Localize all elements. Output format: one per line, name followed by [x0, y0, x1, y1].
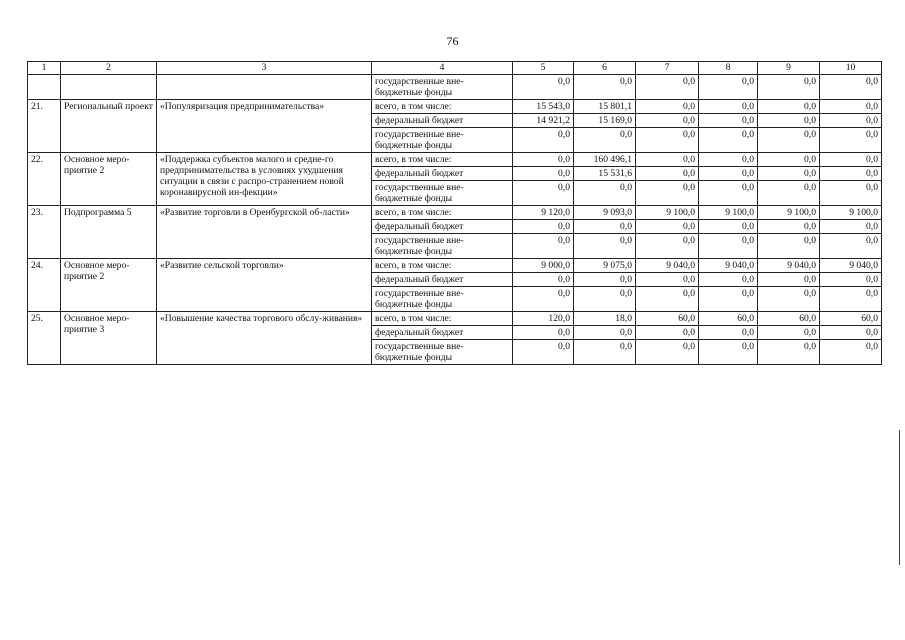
value-cell: 0,0	[820, 234, 882, 259]
value-cell: 0,0	[574, 220, 636, 234]
value-cell: 0,0	[513, 340, 574, 365]
value-cell: 0,0	[513, 326, 574, 340]
value-cell: 9 100,0	[636, 206, 699, 220]
value-cell: 0,0	[758, 114, 820, 128]
source-cell: государственные вне-бюджетные фонды	[372, 181, 513, 206]
value-cell: 0,0	[636, 75, 699, 100]
value-cell: 0,0	[636, 220, 699, 234]
value-cell: 0,0	[758, 167, 820, 181]
value-cell: 0,0	[820, 128, 882, 153]
value-cell: 0,0	[513, 167, 574, 181]
value-cell: 0,0	[636, 181, 699, 206]
value-cell: 9 100,0	[699, 206, 758, 220]
value-cell: 60,0	[636, 312, 699, 326]
value-cell: 60,0	[699, 312, 758, 326]
budget-table	[27, 61, 882, 365]
source-cell: федеральный бюджет	[372, 114, 513, 128]
value-cell: 9 093,0	[574, 206, 636, 220]
value-cell: 0,0	[699, 273, 758, 287]
source-cell: федеральный бюджет	[372, 326, 513, 340]
source-cell: всего, в том числе:	[372, 100, 513, 114]
status-cell: Основное меро-приятие 2	[61, 153, 157, 206]
group-row	[28, 153, 882, 167]
status-cell: Основное меро-приятие 2	[61, 259, 157, 312]
value-cell: 0,0	[699, 128, 758, 153]
name-cell: «Развитие торговли в Оренбургской об-ласти»	[157, 206, 372, 259]
column-header: 9	[758, 62, 820, 75]
value-cell: 9 000,0	[513, 259, 574, 273]
value-cell: 160 496,1	[574, 153, 636, 167]
value-cell: 15 169,0	[574, 114, 636, 128]
group-row	[28, 100, 882, 114]
source-cell: всего, в том числе:	[372, 312, 513, 326]
source-cell: федеральный бюджет	[372, 220, 513, 234]
header-row	[28, 62, 882, 75]
value-cell: 9 040,0	[699, 259, 758, 273]
value-cell: 0,0	[513, 287, 574, 312]
group-row	[28, 206, 882, 220]
value-cell: 0,0	[758, 181, 820, 206]
value-cell: 0,0	[636, 273, 699, 287]
column-header: 8	[699, 62, 758, 75]
status-cell: Региональный проект	[61, 100, 157, 153]
column-header: 5	[513, 62, 574, 75]
value-cell: 9 100,0	[820, 206, 882, 220]
value-cell: 0,0	[758, 128, 820, 153]
value-cell: 0,0	[513, 220, 574, 234]
value-cell: 0,0	[758, 220, 820, 234]
value-cell: 0,0	[820, 273, 882, 287]
value-cell: 0,0	[636, 287, 699, 312]
value-cell: 0,0	[699, 287, 758, 312]
value-cell: 9 040,0	[758, 259, 820, 273]
value-cell: 0,0	[574, 75, 636, 100]
value-cell: 0,0	[574, 287, 636, 312]
value-cell: 9 100,0	[758, 206, 820, 220]
value-cell: 0,0	[758, 273, 820, 287]
number-cell	[28, 75, 61, 100]
status-cell	[61, 75, 157, 100]
value-cell: 0,0	[758, 326, 820, 340]
value-cell: 9 075,0	[574, 259, 636, 273]
value-cell: 0,0	[820, 326, 882, 340]
value-cell: 0,0	[699, 100, 758, 114]
status-cell: Подпрограмма 5	[61, 206, 157, 259]
column-header: 6	[574, 62, 636, 75]
table-body	[28, 75, 882, 365]
page-number: 76	[446, 34, 459, 48]
value-cell: 0,0	[820, 220, 882, 234]
source-cell: всего, в том числе:	[372, 206, 513, 220]
value-cell: 0,0	[820, 287, 882, 312]
value-cell: 18,0	[574, 312, 636, 326]
value-cell: 15 543,0	[513, 100, 574, 114]
value-cell: 0,0	[574, 234, 636, 259]
value-cell: 0,0	[820, 153, 882, 167]
source-cell: государственные вне-бюджетные фонды	[372, 128, 513, 153]
value-cell: 0,0	[699, 153, 758, 167]
status-cell: Основное меро-приятие 3	[61, 312, 157, 365]
value-cell: 0,0	[513, 181, 574, 206]
value-cell: 9 120,0	[513, 206, 574, 220]
name-cell	[157, 75, 372, 100]
value-cell: 15 531,6	[574, 167, 636, 181]
group-row	[28, 312, 882, 326]
value-cell: 0,0	[699, 181, 758, 206]
value-cell: 0,0	[513, 234, 574, 259]
value-cell: 0,0	[820, 167, 882, 181]
name-cell: «Развитие сельской торговли»	[157, 259, 372, 312]
source-cell: всего, в том числе:	[372, 259, 513, 273]
column-header: 7	[636, 62, 699, 75]
value-cell: 0,0	[820, 75, 882, 100]
value-cell: 0,0	[574, 340, 636, 365]
value-cell: 0,0	[699, 167, 758, 181]
value-cell: 0,0	[758, 234, 820, 259]
source-cell: всего, в том числе:	[372, 153, 513, 167]
value-cell: 60,0	[820, 312, 882, 326]
number-cell: 21.	[28, 100, 61, 153]
value-cell: 0,0	[513, 153, 574, 167]
carryover-row	[28, 75, 882, 100]
value-cell: 0,0	[758, 100, 820, 114]
value-cell: 0,0	[699, 220, 758, 234]
value-cell: 60,0	[758, 312, 820, 326]
source-cell: государственные вне-бюджетные фонды	[372, 75, 513, 100]
column-header: 10	[820, 62, 882, 75]
value-cell: 0,0	[636, 114, 699, 128]
value-cell: 0,0	[574, 128, 636, 153]
value-cell: 0,0	[758, 287, 820, 312]
value-cell: 0,0	[699, 114, 758, 128]
value-cell: 0,0	[574, 181, 636, 206]
source-cell: государственные вне-бюджетные фонды	[372, 287, 513, 312]
value-cell: 0,0	[636, 100, 699, 114]
column-header: 1	[28, 62, 61, 75]
value-cell: 0,0	[820, 340, 882, 365]
value-cell: 0,0	[636, 167, 699, 181]
value-cell: 0,0	[699, 326, 758, 340]
number-cell: 23.	[28, 206, 61, 259]
source-cell: федеральный бюджет	[372, 273, 513, 287]
value-cell: 14 921,2	[513, 114, 574, 128]
value-cell: 0,0	[513, 128, 574, 153]
value-cell: 9 040,0	[636, 259, 699, 273]
value-cell: 0,0	[513, 273, 574, 287]
group-row	[28, 259, 882, 273]
name-cell: «Популяризация предпринимательства»	[157, 100, 372, 153]
value-cell: 0,0	[758, 153, 820, 167]
source-cell: государственные вне-бюджетные фонды	[372, 234, 513, 259]
value-cell: 0,0	[636, 153, 699, 167]
value-cell: 120,0	[513, 312, 574, 326]
number-cell: 24.	[28, 259, 61, 312]
value-cell: 0,0	[574, 326, 636, 340]
column-header: 2	[61, 62, 157, 75]
name-cell: «Поддержка субъектов малого и средне-го предпринимательства в условиях ухудшения ситуации в связи с распро-странением новой коронавирусной ин-фекции»	[157, 153, 372, 206]
value-cell: 15 801,1	[574, 100, 636, 114]
value-cell: 0,0	[699, 75, 758, 100]
value-cell: 0,0	[820, 100, 882, 114]
name-cell: «Повышение качества торгового обслу-живания»	[157, 312, 372, 365]
value-cell: 0,0	[699, 340, 758, 365]
value-cell: 0,0	[636, 234, 699, 259]
column-header: 3	[157, 62, 372, 75]
scan-edge-line	[899, 430, 900, 565]
value-cell: 0,0	[636, 128, 699, 153]
column-header: 4	[372, 62, 513, 75]
value-cell: 0,0	[758, 75, 820, 100]
value-cell: 9 040,0	[820, 259, 882, 273]
value-cell: 0,0	[513, 75, 574, 100]
number-cell: 22.	[28, 153, 61, 206]
value-cell: 0,0	[758, 340, 820, 365]
source-cell: государственные вне-бюджетные фонды	[372, 340, 513, 365]
number-cell: 25.	[28, 312, 61, 365]
value-cell: 0,0	[636, 326, 699, 340]
value-cell: 0,0	[636, 340, 699, 365]
value-cell: 0,0	[699, 234, 758, 259]
value-cell: 0,0	[820, 181, 882, 206]
source-cell: федеральный бюджет	[372, 167, 513, 181]
value-cell: 0,0	[820, 114, 882, 128]
value-cell: 0,0	[574, 273, 636, 287]
